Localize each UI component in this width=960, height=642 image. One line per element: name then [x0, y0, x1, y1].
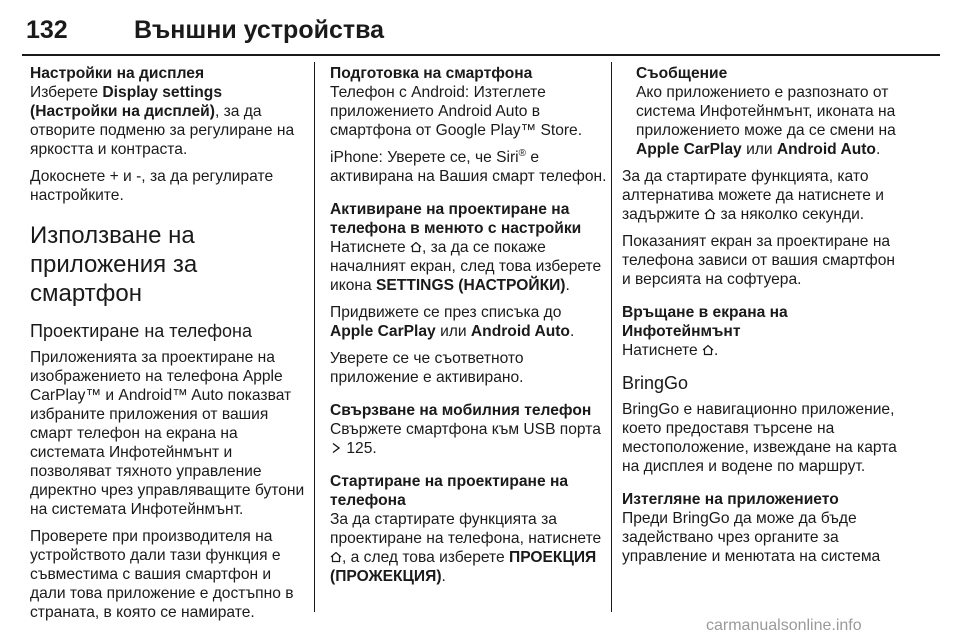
page-reference-icon: [330, 442, 342, 454]
column-3: [622, 64, 897, 574]
watermark-text: carmanualsonline.info: [706, 617, 862, 634]
main-heading: Използване на приложения за смартфон: [30, 222, 198, 307]
column-1: [30, 64, 308, 630]
sub-heading: BringGo: [622, 373, 689, 393]
chapter-title: Външни устройства: [134, 16, 385, 44]
note-heading: Съобщение: [636, 65, 728, 82]
paragraph: Натиснете , за да се покаже началният екран, след това изберете икона SETTINGS (НАСТРОЙКИ).: [330, 239, 602, 294]
section-heading: Връщане в екрана на Инфотейнмънт: [622, 304, 788, 340]
home-icon: [704, 208, 716, 220]
paragraph: Докоснете + и -, за да регулирате настройките.: [30, 168, 274, 204]
column-divider: [611, 62, 612, 612]
paragraph: Натиснете .: [622, 342, 719, 359]
paragraph: Придвижете се през списъка до Apple CarPlay или Android Auto.: [330, 304, 575, 340]
home-icon: [702, 344, 714, 356]
sub-heading: Проектиране на телефона: [30, 321, 253, 341]
section-heading: Свързване на мобилния телефон: [330, 402, 592, 419]
paragraph: За да стартирате функцията за проектиране на телефона, натиснете , а след това изберете ПРОЕКЦИЯ (ПРОЖЕКЦИЯ).: [330, 511, 602, 585]
page-number: 132: [26, 16, 68, 44]
home-icon: [410, 241, 422, 253]
column-divider: [314, 62, 315, 612]
section-heading: Активиране на проектиране на телефона в менюто с настройки: [330, 201, 582, 237]
page-header: [22, 12, 940, 56]
paragraph: Уверете се че съответното приложение е активирано.: [330, 350, 524, 386]
paragraph: За да стартирате функцията, като алтернатива можете да натиснете и задържите за няколко секунди.: [622, 168, 884, 223]
note-box: [622, 64, 897, 159]
section-heading: Изтегляне на приложението: [622, 491, 839, 508]
section-heading: Настройки на дисплея: [30, 65, 205, 82]
paragraph: Приложенията за проектиране на изображението на телефона Apple CarPlay™ и Android™ Auto показват избраните приложения от вашия смарт телефон на екрана на системата Инфотейнмънт и позволяват тяхното управление директно чрез управляващите бутони на системата Инфотейнмънт.: [30, 349, 305, 518]
home-icon: [330, 551, 342, 563]
paragraph: Изберете Display settings (Настройки на дисплей), за да отворите подменю за регулиране на яркостта и контраста.: [30, 84, 295, 158]
section-heading: Стартиране на проектиране на телефона: [330, 473, 569, 509]
paragraph: Свържете смартфона към USB порта 125.: [330, 421, 601, 457]
paragraph: Показаният екран за проектиране на телефона зависи от вашия смартфон и версията на софтуера.: [622, 233, 896, 288]
paragraph: Телефон с Android: Изтеглете приложението Android Auto в смартфона от Google Play™ Store.: [330, 84, 583, 139]
column-2: [330, 64, 608, 594]
paragraph: Ако приложението е разпознато от система Инфотейнмънт, иконата на приложението може да се смени на Apple CarPlay или Android Auto.: [636, 84, 896, 158]
paragraph: BringGo е навигационно приложение, което предоставя търсене на местоположение, извеждане на карта на дисплея и водене по маршрут.: [622, 401, 897, 475]
paragraph: Преди BringGo да може да бъде задействано чрез органите за управление и менютата на система: [622, 510, 881, 565]
paragraph: iPhone: Уверете се, че Siri® е активирана на Вашия смарт телефон.: [330, 147, 607, 185]
section-heading: Подготовка на смартфона: [330, 65, 533, 82]
paragraph: Проверете при производителя на устройството дали тази функция е съвместима с вашия смартфон и дали това приложение е достъпно в страната, в която се намирате.: [30, 528, 294, 621]
